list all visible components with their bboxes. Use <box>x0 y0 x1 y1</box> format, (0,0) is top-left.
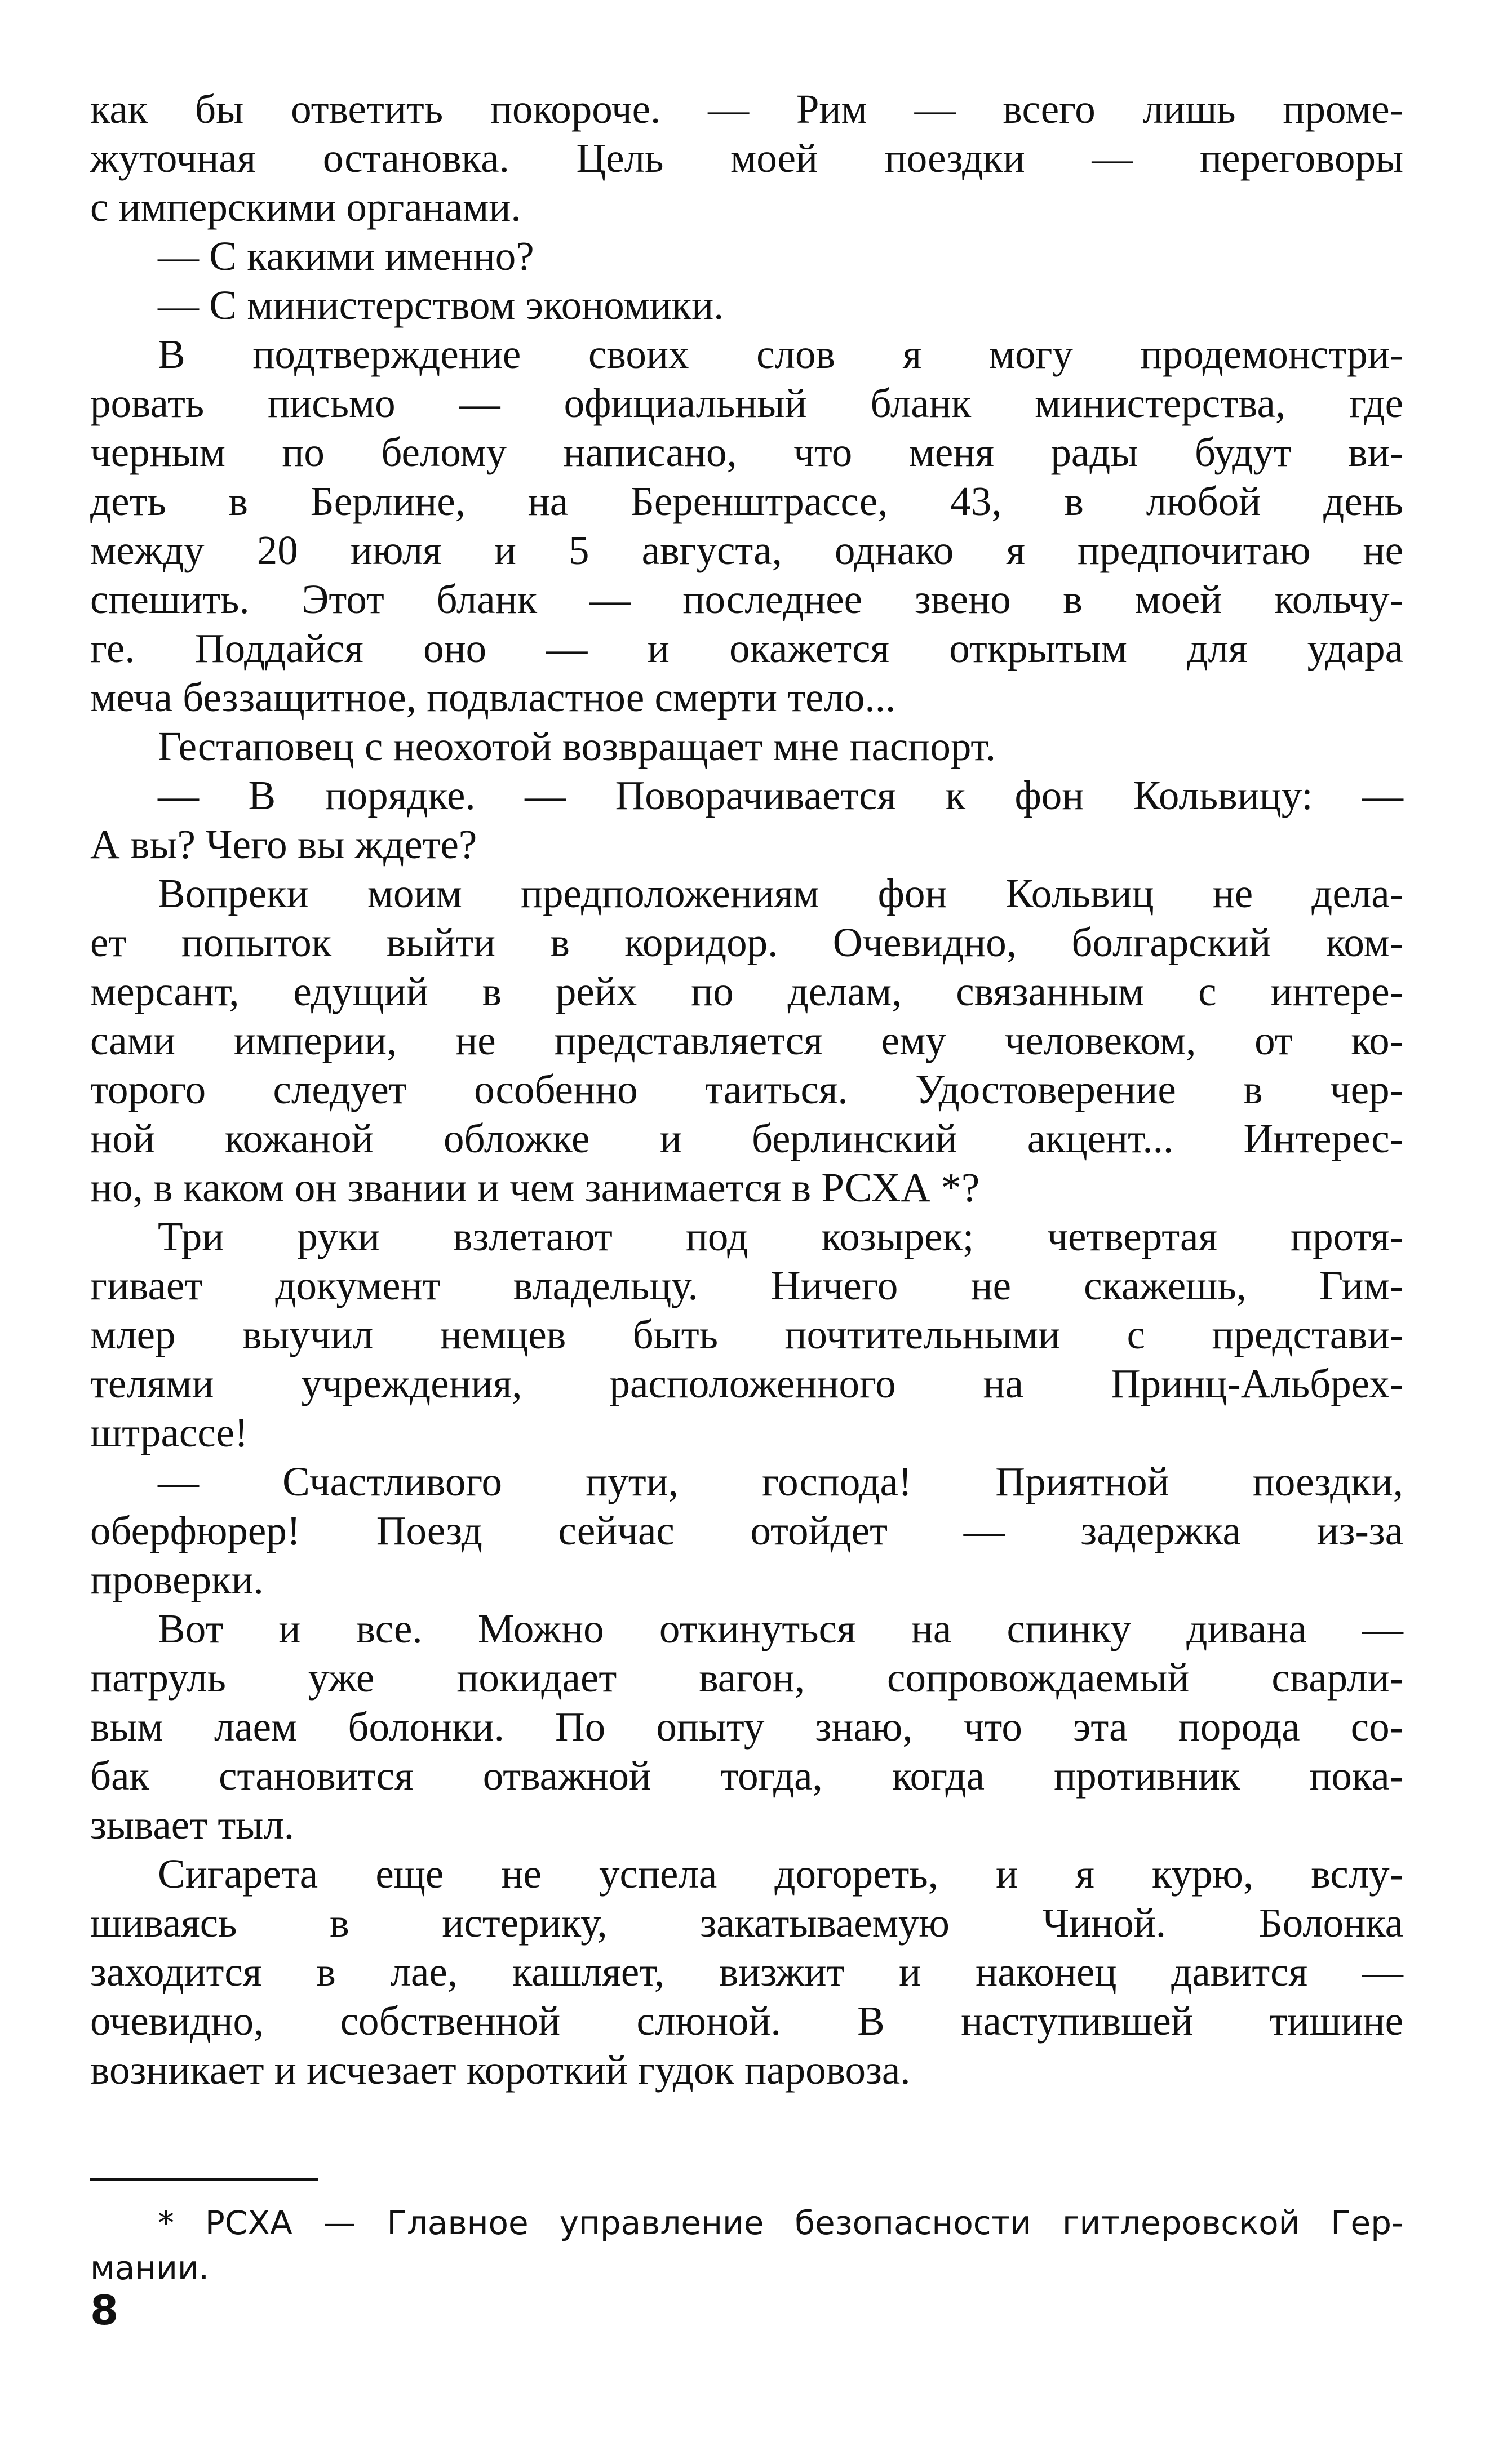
text-line: ет попыток выйти в коридор. Очевидно, болгарский ком- <box>90 920 1403 965</box>
text-line: зывает тыл. <box>90 1802 294 1848</box>
footnote-line: мании. <box>90 2249 210 2287</box>
text-line: жуточная остановка. Цель моей поездки — переговоры <box>90 135 1403 181</box>
text-line: деть в Берлине, на Беренштрассе, 43, в любой день <box>90 478 1403 524</box>
main-text <box>90 85 1403 2094</box>
text-line: Гестаповец с неохотой возвращает мне паспорт. <box>158 723 996 769</box>
text-line: — Счастливого пути, господа! Приятной поездки, <box>158 1459 1403 1504</box>
text-line: Вот и все. Можно откинуться на спинку дивана — <box>158 1606 1403 1651</box>
text-line: с имперскими органами. <box>90 184 521 230</box>
text-line: очевидно, собственной слюной. В наступившей тишине <box>90 1998 1403 2044</box>
text-line: но, в каком он звании и чем занимается в РСХА *? <box>90 1165 980 1210</box>
text-line: А вы? Чего вы ждете? <box>90 822 477 867</box>
text-line: сами империи, не представляется ему человеком, от ко- <box>90 1018 1403 1063</box>
text-line: вым лаем болонки. По опыту знаю, что эта порода со- <box>90 1704 1403 1750</box>
text-line: шиваясь в истерику, закатываемую Чиной. Болонка <box>90 1900 1403 1946</box>
text-line: телями учреждения, расположенного на Принц-Альбрех- <box>90 1361 1403 1406</box>
text-line: возникает и исчезает короткий гудок паровоза. <box>90 2047 911 2093</box>
text-line: меча беззащитное, подвластное смерти тело... <box>90 674 896 720</box>
text-line: ной кожаной обложке и берлинский акцент... Интерес- <box>90 1116 1403 1161</box>
text-line: Три руки взлетают под козырек; четвертая протя- <box>158 1214 1403 1259</box>
text-line: — С министерством экономики. <box>158 282 724 328</box>
text-line: штрассе! <box>90 1410 249 1455</box>
text-line: гивает документ владельцу. Ничего не скажешь, Гим- <box>90 1263 1403 1308</box>
page-number: 8 <box>90 2287 119 2334</box>
text-line: черным по белому написано, что меня рады будут ви- <box>90 429 1403 475</box>
text-line: мерсант, едущий в рейх по делам, связанным с интере- <box>90 969 1403 1014</box>
text-line: как бы ответить покороче. — Рим — всего лишь проме- <box>90 86 1403 132</box>
text-line: бак становится отважной тогда, когда противник пока- <box>90 1753 1403 1799</box>
text-line: — С какими именно? <box>158 233 534 279</box>
text-line: спешить. Этот бланк — последнее звено в моей кольчу- <box>90 576 1403 622</box>
text-line: ровать письмо — официальный бланк министерства, где <box>90 380 1403 426</box>
text-line: патруль уже покидает вагон, сопровождаемый сварли- <box>90 1655 1403 1701</box>
footnote-line: * РСХА — Главное управление безопасности гитлеровской Гер- <box>158 2204 1403 2242</box>
footnote-divider <box>90 2178 318 2181</box>
footnote <box>90 2200 1403 2290</box>
text-line: В подтверждение своих слов я могу продемонстри- <box>158 331 1403 377</box>
text-line: торого следует особенно таиться. Удостоверение в чер- <box>90 1067 1403 1112</box>
text-line: оберфюрер! Поезд сейчас отойдет — задержка из-за <box>90 1508 1403 1553</box>
text-line: заходится в лае, кашляет, визжит и наконец давится — <box>90 1949 1403 1995</box>
text-line: ге. Поддайся оно — и окажется открытым для удара <box>90 625 1403 671</box>
text-line: Сигарета еще не успела догореть, и я курю, вслу- <box>158 1851 1403 1897</box>
text-line: Вопреки моим предположениям фон Кольвиц не дела- <box>158 871 1403 916</box>
text-line: млер выучил немцев быть почтительными с представи- <box>90 1312 1403 1357</box>
text-line: проверки. <box>90 1557 264 1602</box>
text-line: между 20 июля и 5 августа, однако я предпочитаю не <box>90 527 1403 573</box>
text-line: — В порядке. — Поворачивается к фон Кольвицу: — <box>158 773 1403 818</box>
